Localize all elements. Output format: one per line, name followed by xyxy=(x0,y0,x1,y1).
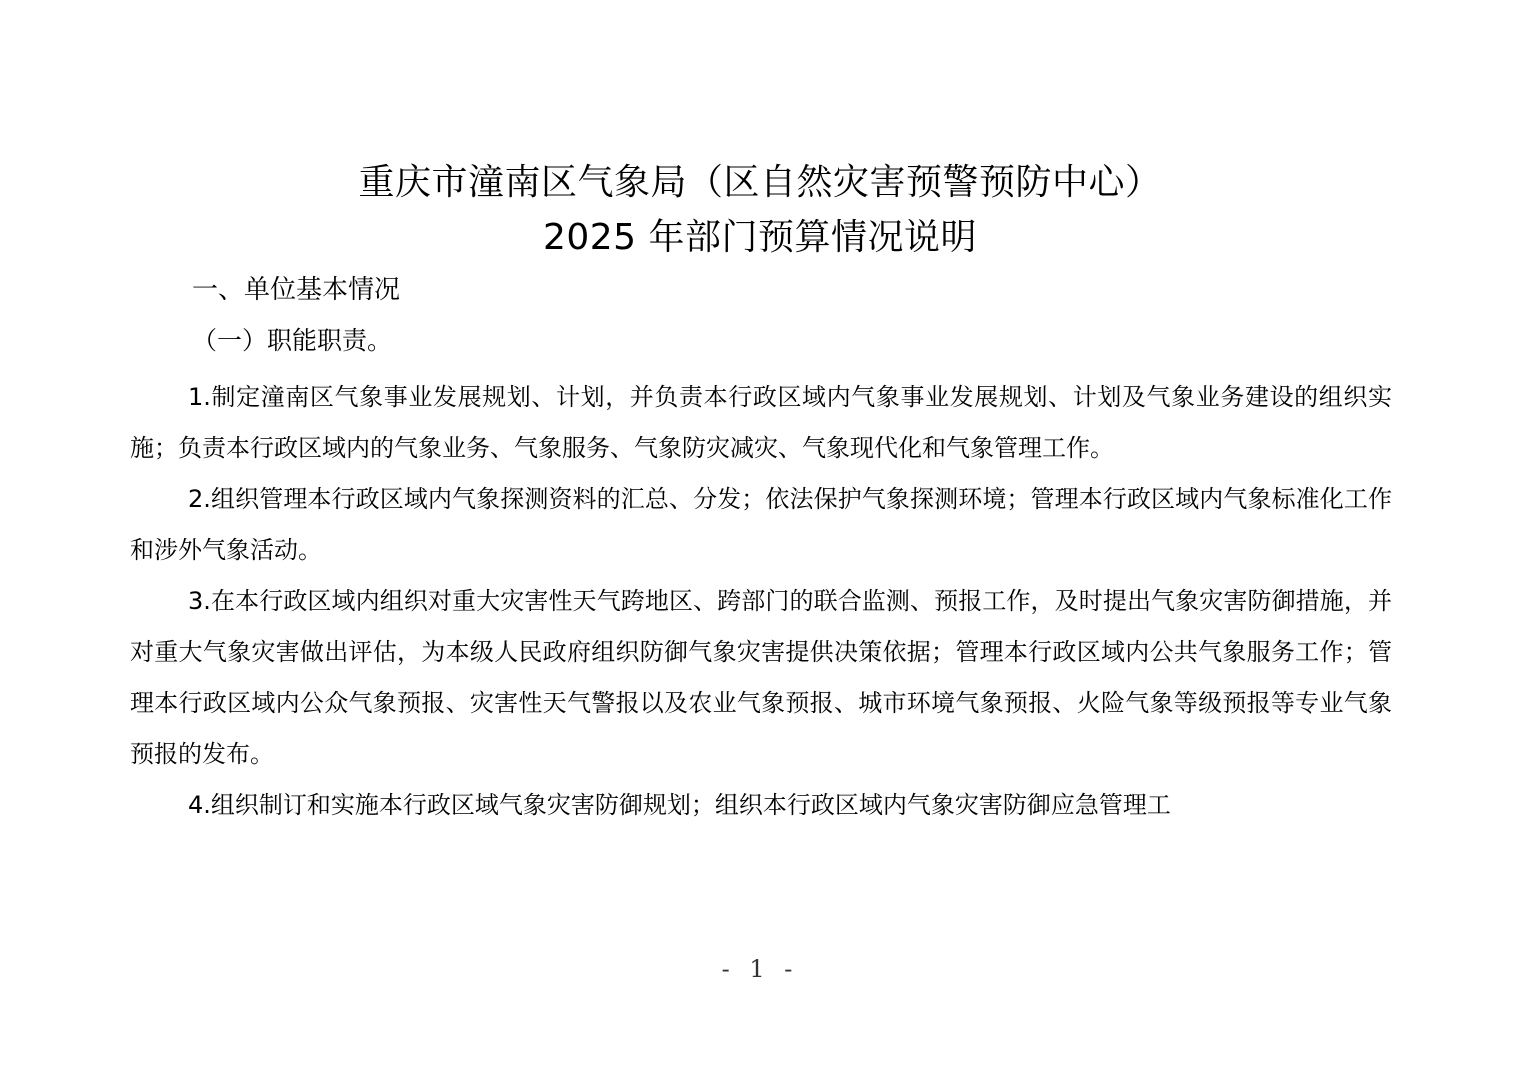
paragraph-3: 3.在本行政区域内组织对重大灾害性天气跨地区、跨部门的联合监测、预报工作，及时提出气象灾害防御措施，并对重大气象灾害做出评估，为本级人民政府组织防御气象灾害提供决策依据；管理本行政区域内公共气象服务工作；管理本行政区域内公众气象预报、灾害性天气警报以及农业气象预报、城市环境气象预报、火险气象等级预报等专业气象预报的发布。 xyxy=(130,587,1392,768)
document-title-line-1: 重庆市潼南区气象局（区自然灾害预警预防中心） xyxy=(358,162,1162,203)
paragraph-2: 2.组织管理本行政区域内气象探测资料的汇总、分发；依法保护气象探测环境；管理本行政区域内气象标准化工作和涉外气象活动。 xyxy=(130,485,1392,564)
page-number: - 1 - xyxy=(721,955,799,983)
document-body xyxy=(130,372,1392,831)
paragraph-4: 4.组织制订和实施本行政区域气象灾害防御规划；组织本行政区域内气象灾害防御应急管理工 xyxy=(188,791,1171,819)
document-title-line-2: 2025 年部门预算情况说明 xyxy=(542,217,978,258)
subsection-heading-functions: （一）职能职责。 xyxy=(192,326,393,355)
section-heading-basic-info: 一、单位基本情况 xyxy=(192,275,401,305)
paragraph-1: 1.制定潼南区气象事业发展规划、计划，并负责本行政区域内气象事业发展规划、计划及气象业务建设的组织实施；负责本行政区域内的气象业务、气象服务、气象防灾减灾、气象现代化和气象管理工作。 xyxy=(130,383,1392,462)
